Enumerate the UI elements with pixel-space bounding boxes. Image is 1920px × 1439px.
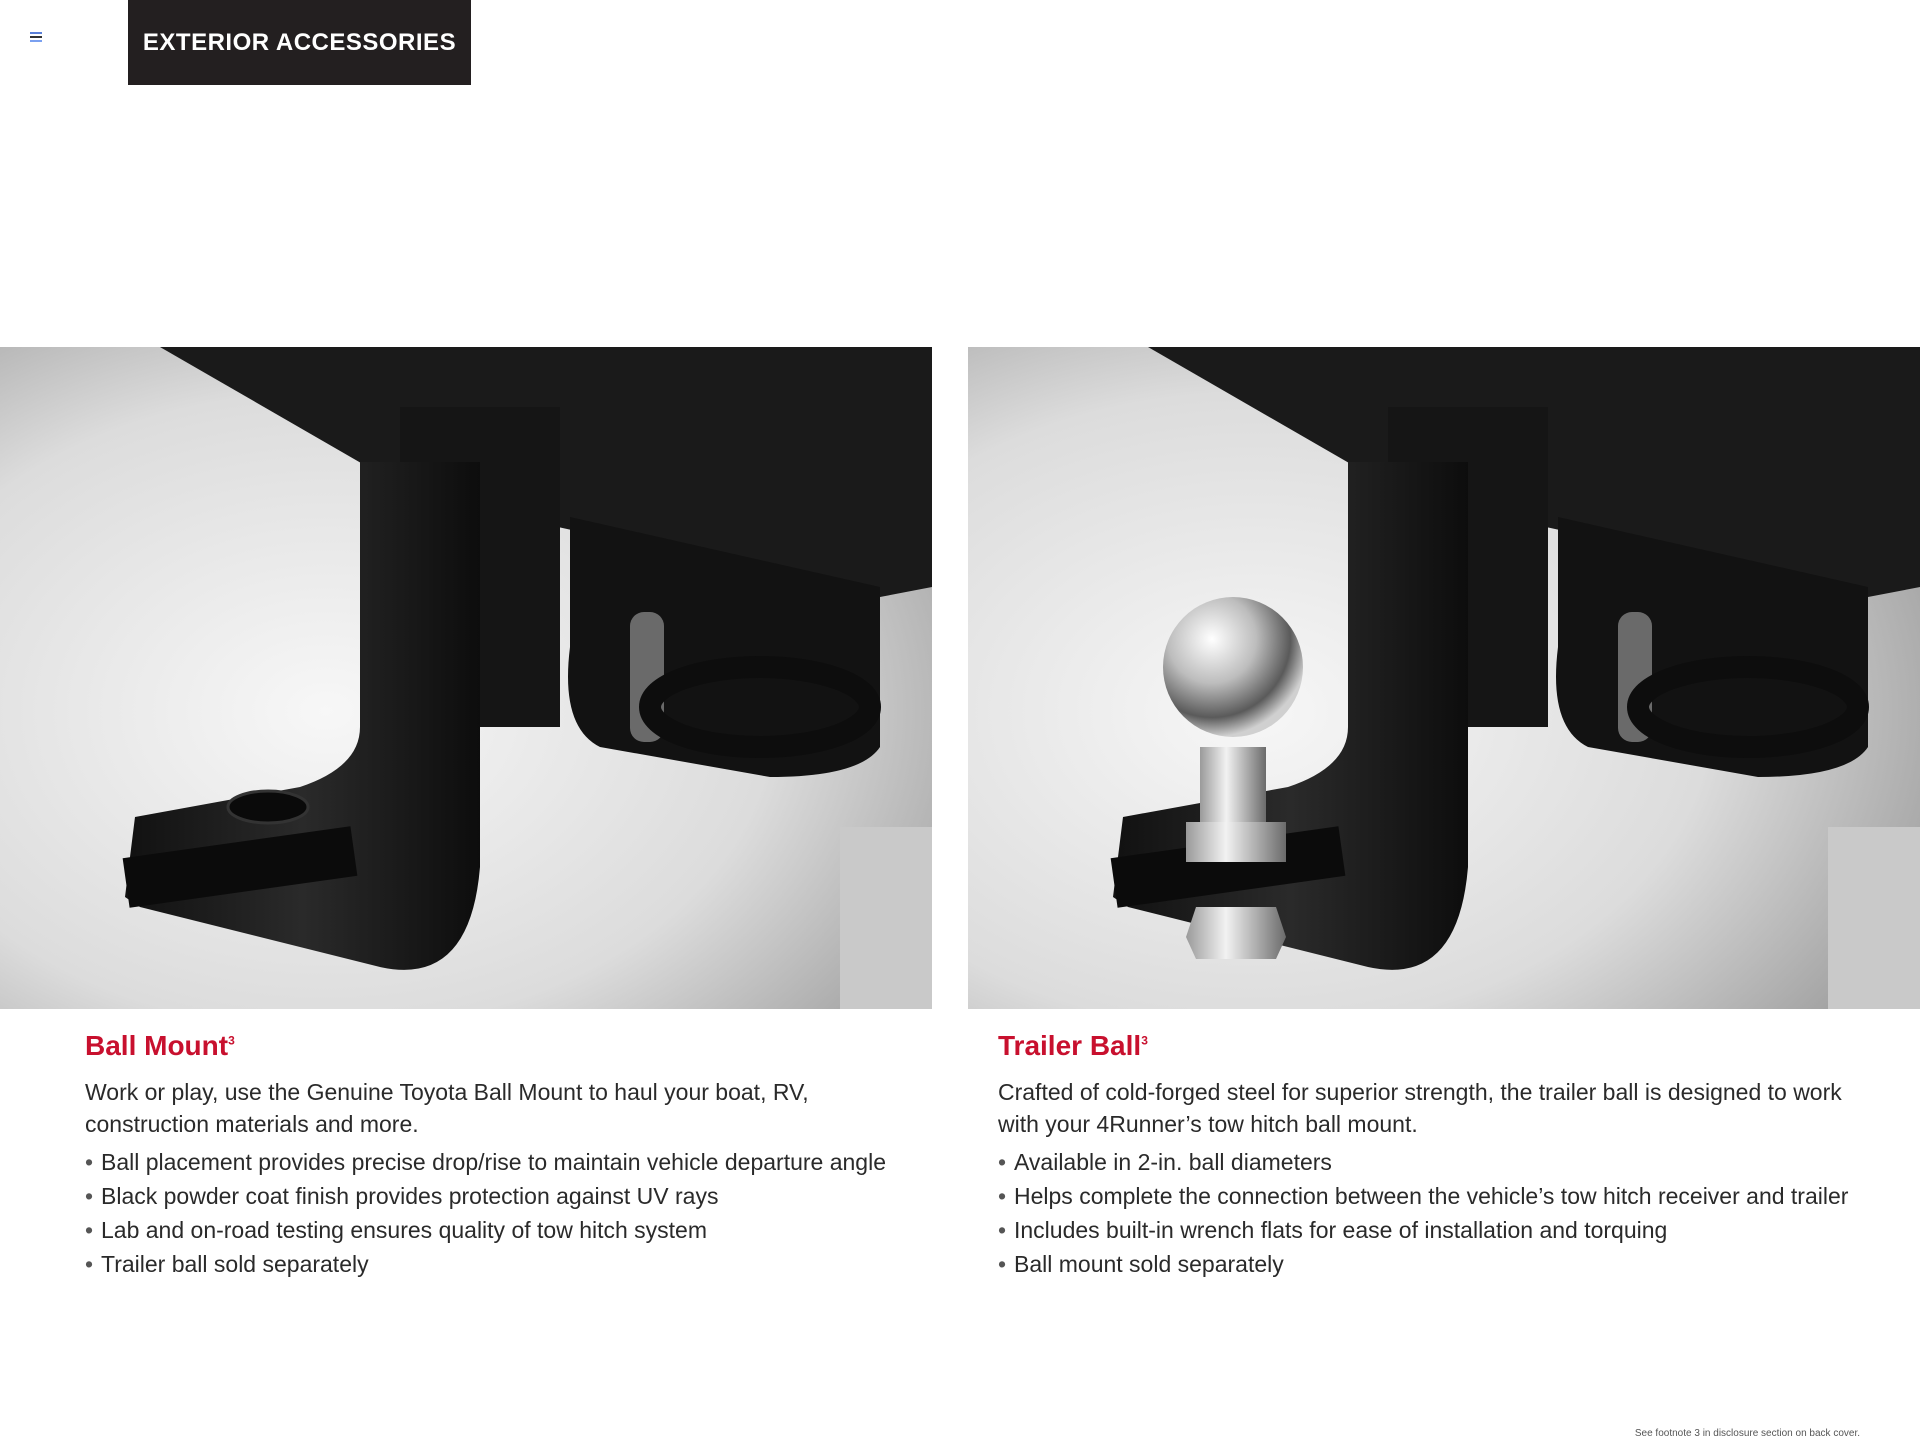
product-ball-mount xyxy=(85,1030,905,1282)
feature-item: • Includes built-in wrench flats for ease of installation and torquing xyxy=(998,1214,1878,1246)
feature-item: • Ball mount sold separately xyxy=(998,1248,1878,1280)
feature-item: • Lab and on-road testing ensures quality of tow hitch system xyxy=(85,1214,905,1246)
ball-mount-photo xyxy=(0,347,932,1009)
section-tab: EXTERIOR ACCESSORIES xyxy=(128,0,471,85)
feature-item: • Ball placement provides precise drop/rise to maintain vehicle departure angle xyxy=(85,1146,905,1178)
product-description: Work or play, use the Genuine Toyota Ball Mount to haul your boat, RV, construction materials and more. xyxy=(85,1079,809,1137)
product-title: Trailer Ball$^3$ xyxy=(998,1030,1148,1061)
product-trailer-ball xyxy=(998,1030,1878,1282)
trailer-ball-photo xyxy=(968,347,1920,1009)
footnote: See footnote 3 in disclosure section on back cover. xyxy=(1634,1428,1860,1439)
product-title: Ball Mount$^3$ xyxy=(85,1030,235,1061)
feature-item: • Black powder coat finish provides protection against UV rays xyxy=(85,1180,905,1212)
feature-item: • Available in 2-in. ball diameters xyxy=(998,1146,1878,1178)
feature-item: • Trailer ball sold separately xyxy=(85,1248,905,1280)
product-description: Crafted of cold-forged steel for superior strength, the trailer ball is designed to work with your 4Runner’s tow hitch ball mount. xyxy=(998,1079,1842,1137)
menu-icon[interactable] xyxy=(30,32,42,42)
feature-item: • Helps complete the connection between the vehicle’s tow hitch receiver and trailer xyxy=(998,1180,1878,1212)
feature-list xyxy=(85,1146,905,1280)
feature-list xyxy=(998,1146,1878,1280)
